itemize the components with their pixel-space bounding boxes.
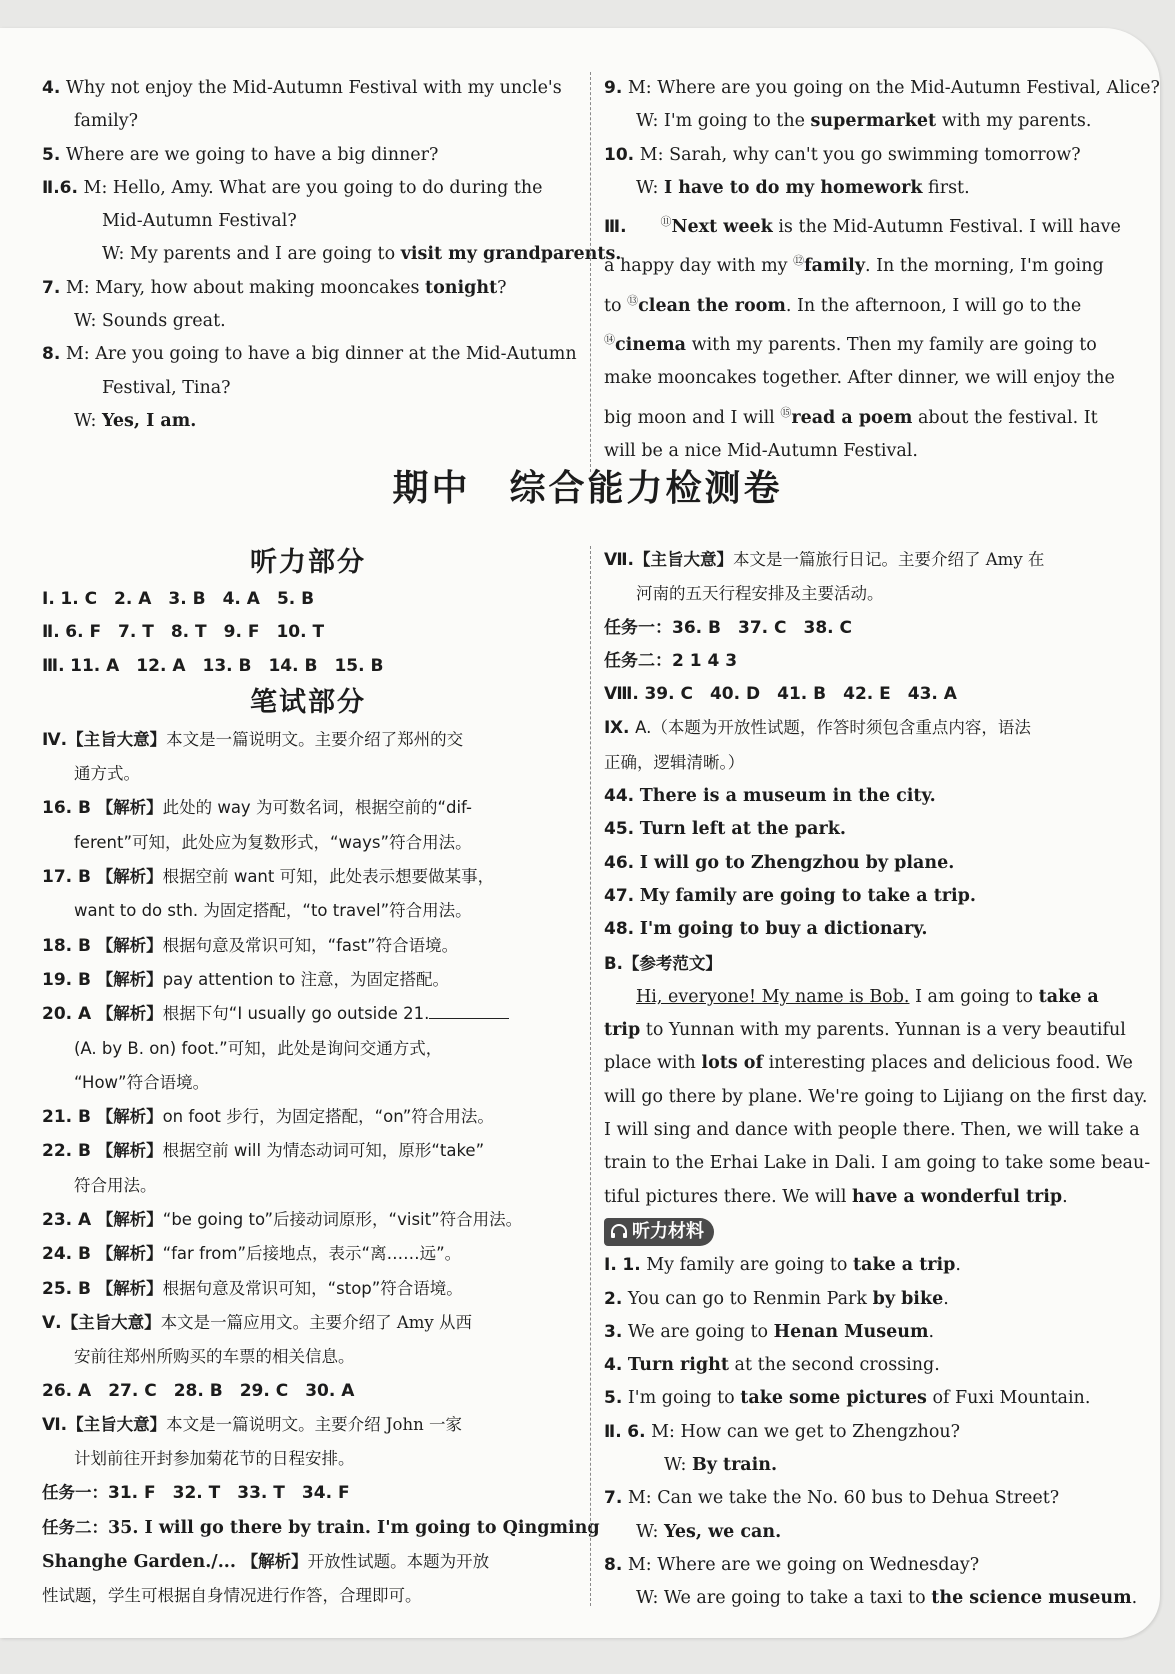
script-text: at the second crossing. [734,1355,940,1376]
bold-answer: Shanghe Garden./... [42,1552,236,1573]
question-answer: 22. B [42,1141,91,1162]
item-number: 8. [604,1554,623,1575]
dialogue-line: M: Sarah, why can't you go swimming tomorrow? [639,144,1081,165]
analysis-tag: 【解析】 [96,935,163,955]
section-number: Ⅷ. [604,684,639,705]
essay-text: interesting places and delicious food. We [768,1053,1133,1074]
analysis-text: want to do sth. 为固定搭配，“to travel”符合用法。 [74,901,472,921]
dialogue-line: W: [664,1455,687,1476]
analysis-tag: 【解析】 [241,1552,308,1572]
column-divider [590,546,591,1606]
writing-section-title: 笔试部分 [250,686,366,718]
answer-text: family? [74,111,138,132]
main-idea-text: 本文是一篇说明文。主要介绍了郑州的交 [166,729,464,749]
analysis-text: 此处的 way 为可数名词，根据空前的“dif- [162,798,472,818]
analysis-text: 根据句意及常识可知，“fast”符合语境。 [162,935,459,955]
analysis-text: 开放性试题。本题为开放 [307,1552,490,1572]
section-number: Ⅱ. [42,622,60,643]
bold-answer: read a poem [791,407,913,428]
section-number: Ⅵ. [42,1414,68,1435]
circled-number: ⑮ [780,405,792,419]
analysis-tag: 【解析】 [96,1210,163,1230]
bold-answer: Turn left at the park. [639,819,846,840]
item-number: 1. [622,1255,641,1276]
essay-text: I will sing and dance with people there. Then, we will take a [604,1120,1140,1141]
instruction-text: A.（本题为开放性试题，作答时须包含重点内容，语法 [635,718,1031,738]
dialogue-line: first. [928,177,970,198]
task-label: 任务二： [42,1517,108,1537]
answer-row: 39. C 40. D 41. B 42. E 43. A [644,684,957,705]
bottom-right-column [604,543,1151,1616]
section-number: Ⅰ. [604,1255,617,1276]
bold-answer: Turn right [627,1355,729,1376]
circled-number: ⑫ [793,254,805,268]
essay-text: will go there by plane. We're going to Lijiang on the first day. [604,1086,1148,1107]
section-number: Ⅸ. [604,718,630,739]
bold-answer: There is a museum in the city. [639,786,936,807]
question-answer: 16. B [42,798,91,819]
fill-blank [429,1002,509,1019]
bold-answer: By train. [691,1455,778,1476]
answer-page [0,28,1160,1638]
script-text: I'm going to [627,1388,735,1409]
punctuation: . [955,1255,961,1276]
main-idea-text: 安前往郑州所购买的车票的相关信息。 [74,1347,355,1367]
analysis-tag: 【解析】 [96,1244,163,1264]
dialogue-line: M: Hello, Amy. What are you going to do during the [83,177,543,198]
main-idea-text: 河南的五天行程安排及主要活动。 [636,584,884,604]
column-divider [590,72,591,472]
punctuation: . [928,1321,935,1342]
passage-text: a happy day with my [604,256,788,277]
answer-row: 任务二：2 1 4 3 [604,650,738,671]
question-answer: 21. B [42,1107,91,1128]
dialogue-line: with my parents. [941,111,1092,132]
analysis-tag: 【解析】 [96,1141,163,1161]
model-essay-label: B.【参考范文】 [604,953,722,973]
analysis-tag: 【解析】 [96,1107,163,1127]
essay-text: train to the Erhai Lake in Dali. I am going to take some beau- [604,1153,1151,1174]
bold-answer: I have to do my homework [663,177,923,198]
answer-row: 1. C 2. A 3. B 4. A 5. B [60,589,315,609]
top-right-column [604,72,1160,468]
essay-text: to Yunnan with my parents. Yunnan is a very beautiful [645,1020,1126,1041]
bold-answer: Next week [671,217,773,238]
analysis-tag: 【解析】 [96,969,163,989]
item-number: 3. [604,1321,623,1342]
dialogue-line: M: Are you going to have a big dinner at the Mid-Autumn [65,344,577,365]
analysis-tag: 【解析】 [96,798,163,818]
section-number: Ⅳ. [42,729,68,750]
section-number: Ⅶ. [604,550,635,570]
item-number: 4. [42,78,61,98]
essay-text: I am going to [915,986,1034,1007]
answer-row: 任务一：36. B 37. C 38. C [604,617,853,638]
analysis-text: “be going to”后接动词原形，“visit”符合用法。 [162,1210,523,1230]
analysis-tag: 【解析】 [96,867,163,887]
item-number: 5. [604,1388,623,1409]
item-number: 46. [604,852,635,873]
answer-row: 11. A 12. A 13. B 14. B 15. B [70,655,384,676]
punctuation: . [1062,1186,1068,1207]
listening-section-title: 听力部分 [250,547,366,578]
item-number: 47. [604,885,635,906]
item-number: 45. [604,819,635,840]
circled-number: ⑪ [660,215,672,229]
item-number: 2. [604,1288,623,1309]
essay-text: Hi, everyone! My name is Bob. [636,986,910,1007]
bold-answer: have a wonderful trip [852,1186,1063,1207]
dialogue-line: M: How can we get to Zhengzhou? [651,1421,961,1442]
headphone-icon [610,1223,628,1239]
question-answer: 17. B [42,867,91,888]
passage-text: . In the afternoon, I will go to the [785,295,1082,316]
bold-answer: tonight [425,277,498,298]
analysis-text: 根据空前 want 可知，此处表示想要做某事， [162,867,495,887]
script-text: My family are going to [646,1255,848,1276]
analysis-text: ferent”可知，此处应为复数形式，“ways”符合用法。 [74,832,472,852]
answer-row: 26. A 27. C 28. B 29. C 30. A [42,1380,355,1401]
analysis-text: “far from”后接地点，表示“离……远”。 [162,1244,462,1264]
item-number: 6. [627,1421,646,1442]
dialogue-line: W: I'm going to the [636,111,805,132]
item-number: 7. [42,277,61,298]
passage-text: big moon and I will [604,407,775,428]
main-idea-text: 本文是一篇应用文。主要介绍了 Amy 从西 [160,1312,472,1332]
main-idea-tag: 【主旨大意】 [61,1312,161,1332]
item-number: 6. [59,177,78,198]
dialogue-line: M: Where are we going on Wednesday? [627,1554,980,1575]
bold-answer: cinema [615,335,687,356]
section-number: Ⅴ. [42,1312,62,1333]
instruction-text: 正确，逻辑清晰。） [604,752,745,772]
script-text: We are going to [627,1321,769,1342]
main-idea-text: 本文是一篇说明文。主要介绍 John 一家 [166,1414,462,1434]
circled-number: ⑬ [627,293,639,307]
item-number: 10. [604,144,635,165]
dialogue-line: W: [636,1521,659,1542]
section-number: Ⅲ. [604,217,627,238]
punctuation: . [1131,1588,1138,1609]
main-idea-tag: 【主旨大意】 [634,550,734,569]
question-answer: 24. B [42,1244,91,1265]
bold-answer: visit my grandparents. [400,244,622,265]
page-title: 期中 综合能力检测卷 [392,468,783,509]
question-answer: 20. A [42,1004,92,1025]
analysis-tag: 【解析】 [96,1004,163,1024]
question-answer: 19. B [42,969,91,990]
bold-answer: 35. I will go there by train. I'm going to Qingming [108,1517,600,1538]
bold-answer: I'm going to buy a dictionary. [639,919,928,940]
item-number: 48. [604,919,635,940]
answer-text: Why not enjoy the Mid-Autumn Festival with my uncle's [65,78,562,98]
passage-text: to [604,295,622,316]
bold-answer: Yes, I am. [101,410,197,431]
analysis-text: 根据句意及常识可知，“stop”符合语境。 [162,1278,463,1298]
analysis-text: 根据空前 will 为情态动词可知，原形“take” [162,1141,485,1161]
passage-text: with my parents. Then my family are going to [691,335,1097,356]
question-answer: 25. B [42,1278,91,1299]
item-number: 8. [42,344,61,365]
item-number: 7. [604,1488,623,1509]
section-number: Ⅲ. [42,655,65,676]
item-number: 9. [604,78,623,98]
bold-answer: family [804,256,865,277]
item-number: 4. [604,1355,623,1376]
script-text: You can go to Renmin Park [627,1288,867,1309]
analysis-text: on foot 步行，为固定搭配，“on”符合用法。 [162,1107,494,1127]
item-number: 5. [42,144,61,165]
punctuation: ? [497,277,507,298]
dialogue-line: W: [636,177,659,198]
analysis-text: 根据下句“I usually go outside 21. [162,1004,430,1024]
bold-answer: Yes, we can. [663,1521,782,1542]
task-label: 任务一： [42,1483,108,1503]
script-text: of Fuxi Mountain. [932,1388,1091,1409]
bold-answer: take some pictures [740,1388,927,1409]
dialogue-line: Festival, Tina? [102,377,231,398]
answer-row: 31. F 32. T 33. T 34. F [108,1483,350,1504]
question-answer: 23. A [42,1210,92,1231]
section-number: Ⅱ. [604,1421,622,1442]
main-idea-text: 本文是一篇旅行日记。主要介绍了 Amy 在 [733,550,1045,569]
punctuation: . [943,1288,949,1309]
passage-text: is the Mid-Autumn Festival. I will have [778,217,1121,238]
section-number: Ⅱ. [42,177,60,198]
dialogue-line: M: Mary, how about making mooncakes [65,277,420,298]
bold-answer: Henan Museum [773,1321,929,1342]
passage-text: . In the morning, I'm going [865,256,1104,277]
bold-answer: trip [604,1020,641,1041]
listening-material-tag [604,1218,714,1246]
analysis-text: “How”符合语境。 [74,1072,210,1092]
analysis-text: 符合用法。 [74,1175,157,1195]
passage-text: will be a nice Mid-Autumn Festival. [604,440,918,461]
bottom-left-column [42,543,600,1614]
analysis-tag: 【解析】 [96,1278,163,1298]
analysis-text: 性试题，学生可根据自身情况进行作答，合理即可。 [42,1586,422,1606]
main-idea-tag: 【主旨大意】 [67,1414,167,1434]
dialogue-line: Mid-Autumn Festival? [102,211,297,232]
bold-answer: clean the room [638,295,786,316]
main-idea-text: 计划前往开封参加菊花节的日程安排。 [74,1449,355,1469]
main-idea-text: 通方式。 [74,764,140,784]
question-answer: 18. B [42,935,91,956]
answer-row: 6. F 7. T 8. T 9. F 10. T [65,622,325,643]
dialogue-line: W: My parents and I are going to [102,244,396,265]
bold-answer: take a [1038,986,1099,1007]
bold-answer: take a trip [853,1255,956,1276]
bold-answer: lots of [701,1053,763,1074]
bold-answer: the science museum [931,1588,1132,1609]
essay-text: tiful pictures there. We will [604,1186,847,1207]
passage-text: about the festival. It [917,407,1098,428]
dialogue-line: M: Where are you going on the Mid-Autumn Festival, Alice? [627,78,1160,98]
essay-text: place with [604,1053,696,1074]
bold-answer: supermarket [810,111,937,132]
bold-answer: I will go to Zhengzhou by plane. [639,852,955,873]
analysis-text: (A. by B. on) foot.”可知，此处是询问交通方式， [74,1038,443,1058]
circled-number: ⑭ [604,333,615,347]
dialogue-line: W: [74,410,97,431]
passage-text: make mooncakes together. After dinner, we will enjoy the [604,368,1115,389]
main-idea-tag: 【主旨大意】 [67,729,167,749]
dialogue-line: W: We are going to take a taxi to [636,1588,926,1609]
bold-answer: My family are going to take a trip. [639,885,977,906]
bold-answer: by bike [872,1288,944,1309]
dialogue-line: M: Can we take the No. 60 bus to Dehua Street? [627,1488,1060,1509]
analysis-text: pay attention to 注意，为固定搭配。 [162,969,449,989]
answer-text: Where are we going to have a big dinner? [65,144,439,165]
listening-material-label: 听力材料 [632,1220,704,1242]
item-number: 44. [604,786,635,807]
dialogue-line: W: Sounds great. [74,311,226,332]
section-number: Ⅰ. [42,589,55,609]
